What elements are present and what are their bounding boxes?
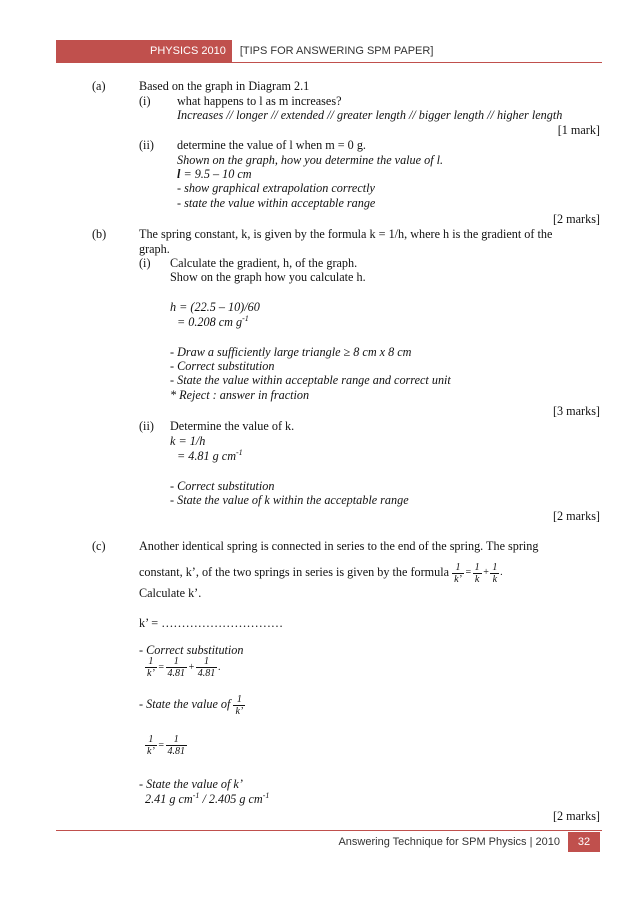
question-a-label: (a) [92, 79, 106, 93]
page-number: 32 [568, 832, 600, 852]
question-b-i-calc-2: = 0.208 cm $g^{-1}$ [177, 313, 249, 329]
question-b-i-calc-1: h = (22.5 – 10)/60 [170, 300, 260, 314]
question-a-ii-label: (ii) [139, 138, 154, 152]
question-a-ii-answer-2: l = 9.5 – 10 cm [177, 167, 252, 181]
question-a-ii-answer-1: Shown on the graph, how you determine the value of l. [177, 153, 444, 167]
header-title: [TIPS FOR ANSWERING SPM PAPER] [239, 45, 434, 57]
question-b-label: (b) [92, 227, 107, 241]
question-a-ii-text: determine the value of l when m = 0 g. [177, 138, 366, 152]
question-b-i-point-2: - Correct substitution [170, 359, 275, 373]
question-c-stem-2: constant, k’, of the two springs in series is given by the formula $\frac{1}{k’}$ = $\frac{1}{k}$ + $\frac{1}{k}$ . [139, 561, 503, 585]
question-b-ii-point-2: - State the value of k within the acceptable range [170, 493, 409, 507]
question-a-i-label: (i) [139, 94, 151, 108]
question-b-i-label: (i) [139, 256, 151, 270]
question-b-ii-calc-1: k = 1/h [170, 434, 206, 448]
question-a-ii-marks: [2 marks] [552, 212, 600, 226]
question-b-ii-calc-2: = 4.81 g $cm^{-1}$ [177, 447, 243, 463]
header-rule [56, 62, 602, 63]
substitution-formula: $\frac{1}{k’}$ = $\frac{1}{4.81}$ + $\frac{1}{4.81}$ . [147, 656, 221, 679]
answer-line: k’ = ………………………… [139, 616, 284, 630]
question-c-stem-3: Calculate k’. [139, 586, 202, 600]
question-b-i-point-1: - Draw a sufficiently large triangle ≥ 8 cm x 8 cm [170, 345, 412, 359]
question-b-i-text-2: Show on the graph how you calculate h. [170, 270, 366, 284]
formula-fraction-k2: $\frac{1}{k}$ [492, 561, 498, 585]
question-b-i-text-1: Calculate the gradient, h, of the graph. [170, 256, 358, 270]
question-c-label: (c) [92, 539, 106, 553]
formula-fraction-k1: $\frac{1}{k}$ [474, 561, 480, 585]
page-footer [338, 832, 600, 852]
question-b-i-point-3: - State the value within acceptable range and correct unit [170, 373, 451, 387]
reciprocal-formula: $\frac{1}{k’}$ = $\frac{1}{4.81}$ [147, 734, 186, 757]
question-b-stem-1: The spring constant, k, is given by the formula k = 1/h, where h is the gradient of the [139, 227, 553, 241]
formula-fraction-kp: $\frac{1}{k’}$ [454, 561, 462, 585]
question-b-i-point-4: * Reject : answer in fraction [170, 388, 310, 402]
question-b-ii-text: Determine the value of k. [170, 419, 295, 433]
question-c-point-3: - State the value of k’ [139, 777, 243, 791]
question-a-ii-point-1: - show graphical extrapolation correctly [177, 181, 375, 195]
question-b-stem-2: graph. [139, 242, 170, 256]
question-a-ii-point-2: - state the value within acceptable range [177, 196, 376, 210]
question-c-point-2: - State the value of $\frac{1}{k’}$ [139, 693, 244, 717]
question-a-i-marks: [1 mark] [557, 123, 600, 137]
header-subject: PHYSICS 2010 [56, 40, 232, 62]
footer-rule [56, 830, 602, 831]
question-c-final-answer: 2.41 g $cm^{-1} / 2.405$ g $cm^{-1}$ [145, 790, 270, 806]
question-a-i-text: what happens to l as m increases? [177, 94, 342, 108]
footer-text: Answering Technique for SPM Physics | 2010 [338, 836, 560, 848]
question-a-stem: Based on the graph in Diagram 2.1 [139, 79, 310, 93]
question-a-i-answer: Increases // longer // extended // greater length // bigger length // higher length [177, 108, 563, 122]
question-b-i-marks: [3 marks] [552, 404, 600, 418]
question-b-ii-point-1: - Correct substitution [170, 479, 275, 493]
question-c-stem-1: Another identical spring is connected in series to the end of the spring. The spring [139, 539, 539, 553]
question-c-marks: [2 marks] [552, 809, 600, 823]
page-header [56, 40, 433, 62]
question-c-point-1: - Correct substitution [139, 643, 244, 657]
question-b-ii-label: (ii) [139, 419, 154, 433]
question-b-ii-marks: [2 marks] [552, 509, 600, 523]
